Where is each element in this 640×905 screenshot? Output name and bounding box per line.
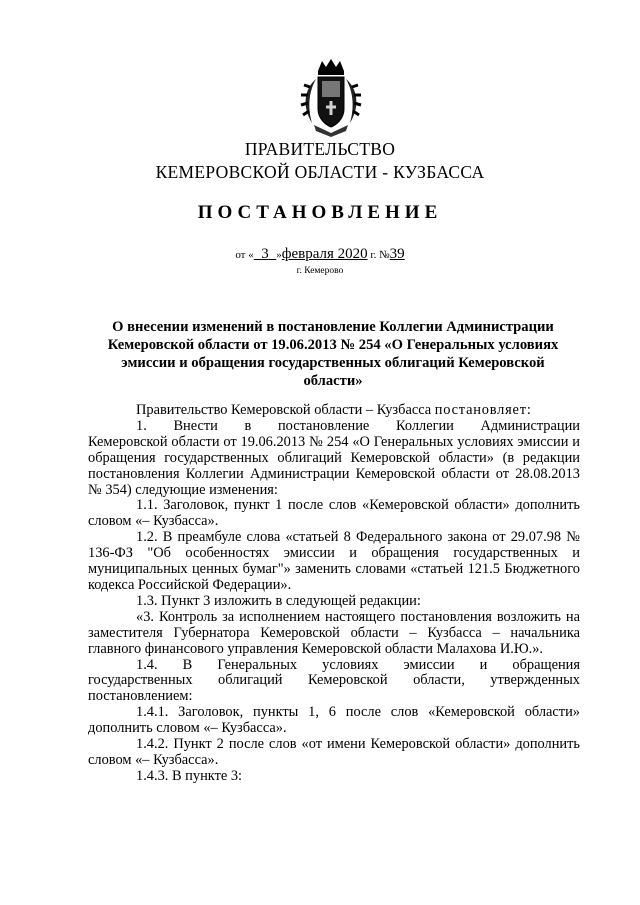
- item-1-4-1: 1.4.1. Заголовок, пункты 1, 6 после слов «Кемеровской области» дополнить словом «– Кузбасса».: [88, 704, 580, 737]
- item-1-2: 1.2. В преамбуле слова «статьей 8 Федерального закона от 29.07.98 № 136-ФЗ "Об особенностях эмиссии и обращения государственных и муниципальных ценных бумаг"» заменить словами «статьей 121.5 Бюджетного кодекса Российской Федерации».: [88, 529, 580, 593]
- number-prefix: №: [379, 249, 390, 261]
- document-number: 39: [389, 246, 405, 262]
- document-title: О внесении изменений в постановление Коллегии Администрации Кемеровской области от 19.06.2013 № 254 «О Генеральных условиях эмиссии и обращения государственных облигаций Кемеровской области»: [107, 319, 559, 389]
- item-1-4-3: 1.4.3. В пункте 3:: [136, 767, 243, 784]
- document-type-heading: ПОСТАНОВЛЕНИЕ: [197, 202, 443, 223]
- item-1-first-line: 1. Внести в постановление Коллегии Администрации: [136, 417, 580, 434]
- item-1-text: Кемеровской области от 19.06.2013 № 254 «О Генеральных условиях эмиссии и обращения государственных облигаций Кемеровской области» (в редакции постановления Коллегии Администрации Кемеровской области от 28.08.2013 № 354) следующие изменения:: [88, 433, 580, 498]
- city: г. Кемерово: [296, 266, 344, 276]
- year-suffix: г.: [370, 249, 377, 261]
- item-1-4-2: 1.4.2. Пункт 2 после слов «от имени Кемеровской области» дополнить словом «– Кузбасса».: [88, 736, 580, 768]
- date-month-year: февраля 2020: [281, 246, 368, 262]
- government-name-line1: ПРАВИТЕЛЬСТВО: [244, 139, 396, 159]
- item-1-3: 1.3. Пункт 3 изложить в следующей редакции:: [136, 592, 421, 609]
- date-number-line: [0, 246, 640, 263]
- date-mid: »: [276, 249, 282, 261]
- item-1-3-quote: «3. Контроль за исполнением настоящего постановления возложить на заместителя Губернатора Кемеровской области – Кузбасса – начальника главного финансового управления Кемеровской области Малахова И.Ю.».: [88, 608, 580, 657]
- item-1-4-text: государственных облигаций Кемеровской области, утвержденных постановлением:: [88, 672, 580, 705]
- government-name-line2: КЕМЕРОВСКОЙ ОБЛАСТИ - КУЗБАССА: [155, 162, 485, 182]
- document-body: [88, 403, 580, 785]
- item-1-4-first-line: 1.4. В Генеральных условиях эмиссии и обращения: [136, 656, 580, 673]
- date-day: 3: [261, 246, 269, 262]
- coat-of-arms-emblem: [296, 57, 366, 137]
- date-prefix: от «: [235, 249, 254, 261]
- intro-paragraph: Правительство Кемеровской области – Кузбасса постановляет:: [136, 402, 532, 418]
- item-1-1: 1.1. Заголовок, пункт 1 после слов «Кемеровской области» дополнить словом «– Кузбасса».: [88, 497, 580, 530]
